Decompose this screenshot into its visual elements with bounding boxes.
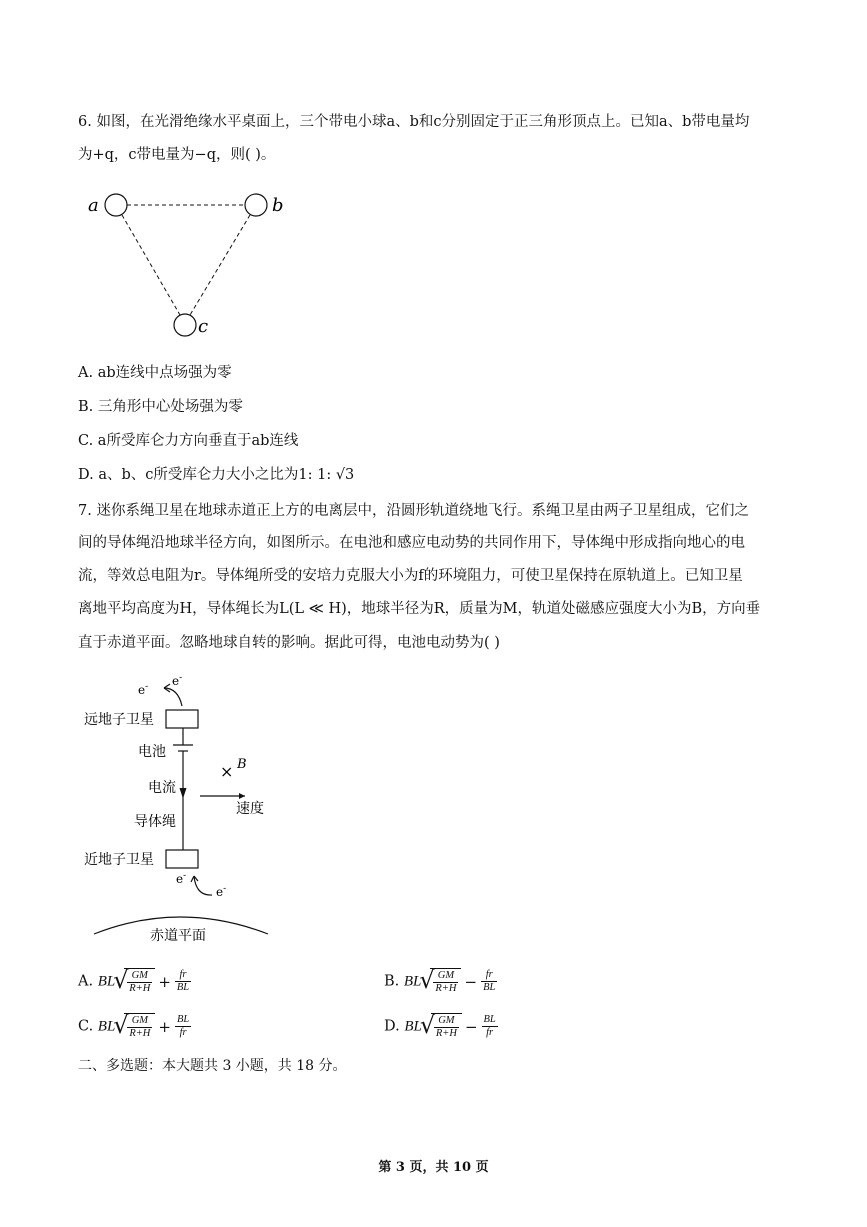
q7-stem-line5: 直于赤道平面。忽略地球自转的影响。据此可得，电池电动势为( ) xyxy=(78,635,500,651)
q7-tether-figure xyxy=(80,670,320,950)
q7-stem-line1: 7. 迷你系绳卫星在地球赤道正上方的电离层中，沿圆形轨道绕地飞行。系绳卫星由两子卫星组成，它们之 xyxy=(78,503,749,519)
q6-triangle-figure xyxy=(80,185,300,345)
label-c: c xyxy=(198,316,209,337)
field-label: B xyxy=(237,757,247,772)
label-a: a xyxy=(88,195,99,216)
electron-top-right: e- xyxy=(172,673,183,688)
q6-option-b: B. 三角形中心处场强为零 xyxy=(78,399,243,415)
q6-stem-line1: 6. 如图，在光滑绝缘水平桌面上，三个带电小球a、b和c分别固定于正三角形顶点上。已知a、b带电量均 xyxy=(78,114,750,130)
q7-option-d: D. BL √ $\frac{GM}{R+H}$ − $\frac{BL}{fr}$ xyxy=(384,1013,499,1040)
q6-option-c: C. a所受库仑力方向垂直于ab连线 xyxy=(78,433,299,449)
page-footer: 第 3 页，共 10 页 xyxy=(378,1160,489,1175)
ball-b xyxy=(245,194,267,216)
velocity-label: 速度 xyxy=(236,801,264,817)
q7-stem-line3: 流，等效总电阻为r。导体绳所受的安培力克服大小为f的环境阻力，可使卫星保持在原轨道上。已知卫星 xyxy=(78,568,743,584)
current-arrow xyxy=(180,788,186,797)
q6-stem-line2: 为+q，c带电量为−q，则( )。 xyxy=(78,147,276,163)
ball-c xyxy=(174,314,196,336)
q7-option-b: B. BL √ $\frac{GM}{R+H}$ − $\frac{fr}{BL}$ xyxy=(384,968,498,995)
equator-label: 赤道平面 xyxy=(150,928,206,944)
near-satellite-box xyxy=(166,850,198,868)
q7-option-c: C. BL √ $\frac{GM}{R+H}$ + $\frac{BL}{fr}$ xyxy=(78,1013,192,1040)
tether-label: 导体绳 xyxy=(134,814,176,830)
section-header: 二、多选题：本大题共 3 小题，共 18 分。 xyxy=(78,1058,347,1074)
q7-stem-line2: 间的导体绳沿地球半径方向，如图所示。在电池和感应电动势的共同作用下，导体绳中形成指向地心的电 xyxy=(78,535,745,551)
q7-stem-line4: 离地平均高度为H，导体绳长为L(L ≪ H)，地球半径为R，质量为M，轨道处磁感应强度大小为B，方向垂 xyxy=(78,601,761,617)
electron-bottom-left: e- xyxy=(176,871,187,886)
q6-option-d: D. a、b、c所受库仑力大小之比为1: 1: √3 xyxy=(78,467,355,483)
far-satellite-label: 远地子卫星 xyxy=(84,712,154,728)
field-symbol: × xyxy=(220,762,234,781)
ac-dashed-line xyxy=(122,215,180,315)
electron-top-arrow xyxy=(164,688,182,706)
electron-bottom-right: e- xyxy=(216,884,227,899)
current-label: 电流 xyxy=(148,780,176,796)
electron-top-left: e- xyxy=(138,682,149,697)
near-satellite-label: 近地子卫星 xyxy=(84,852,154,868)
battery-label: 电池 xyxy=(138,744,166,760)
far-satellite-box xyxy=(166,710,198,728)
bc-dashed-line xyxy=(190,215,250,315)
q7-option-a: A. BL √ $\frac{GM}{R+H}$ + $\frac{fr}{BL}$ xyxy=(78,968,192,995)
q6-option-a: A. ab连线中点场强为零 xyxy=(78,365,232,381)
label-b: b xyxy=(272,195,284,216)
ball-a xyxy=(105,194,127,216)
